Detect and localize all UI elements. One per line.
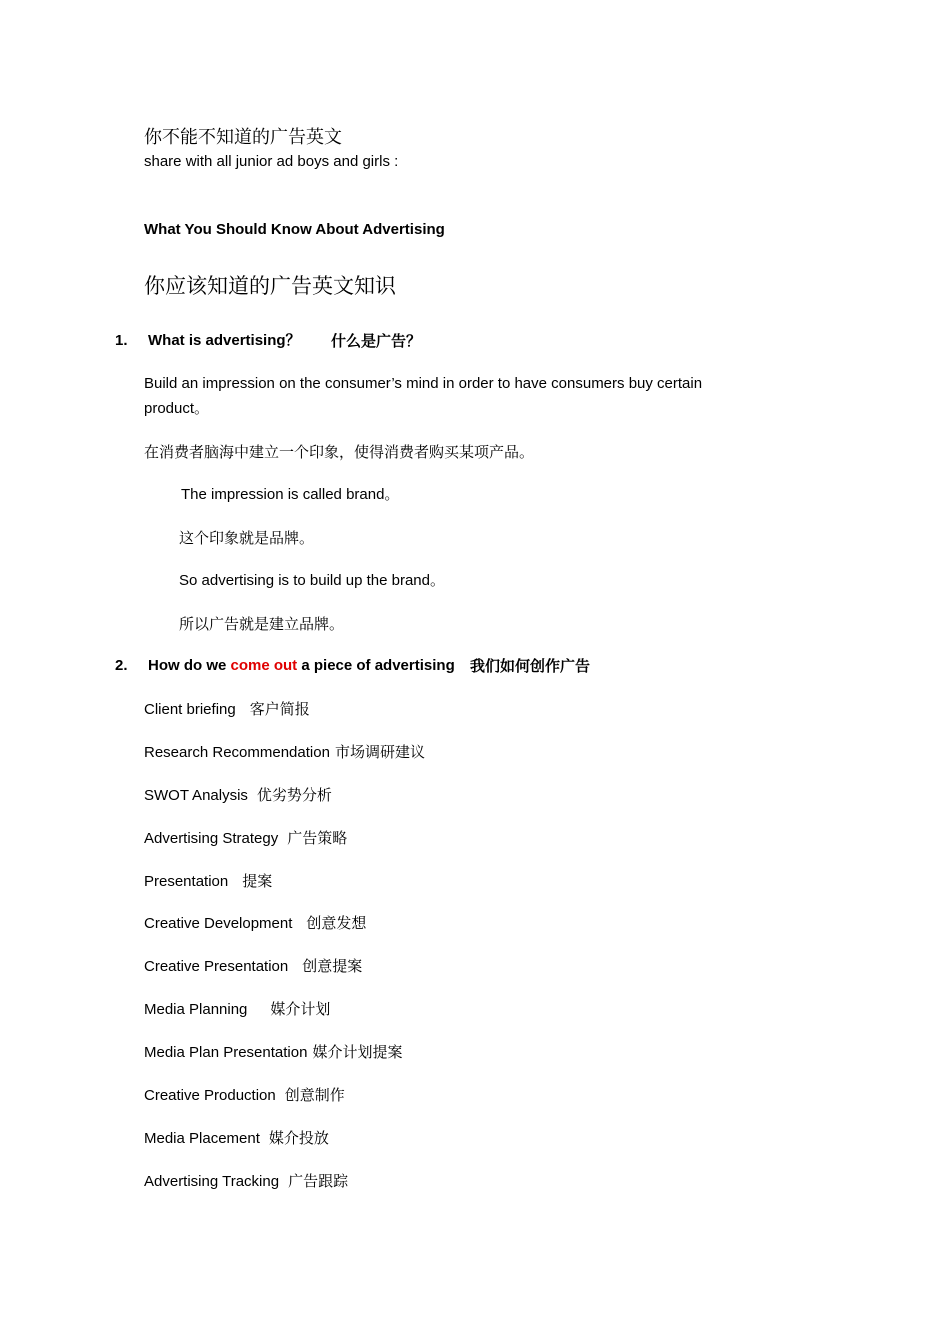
question-highlight: come out	[230, 657, 298, 674]
step-en: Media Placement	[144, 1130, 260, 1147]
step-cn: 媒介计划	[270, 1000, 331, 1018]
brand-sentence-en: The impression is called brand。	[181, 486, 400, 503]
section-1-question-en: What is advertising？	[148, 332, 301, 349]
step-item	[144, 999, 330, 1020]
step-en: Creative Production	[144, 1087, 276, 1104]
conclusion-sentence-cn: 所以广告就是建立品牌。	[179, 615, 345, 633]
step-item	[144, 871, 272, 892]
step-item	[144, 956, 362, 977]
step-item	[144, 1171, 348, 1192]
step-cn: 创意提案	[302, 957, 363, 975]
step-en: Creative Development	[144, 915, 293, 932]
heading-chinese: 你应该知道的广告英文知识	[144, 274, 396, 298]
step-cn: 媒介投放	[268, 1129, 329, 1147]
step-en: Media Planning	[144, 1001, 248, 1018]
step-en: Advertising Tracking	[144, 1173, 280, 1190]
step-cn: 媒介计划提案	[312, 1043, 403, 1061]
step-item	[144, 742, 425, 763]
step-en: Media Plan Presentation	[144, 1044, 308, 1061]
section-1-paragraph-cn: 在消费者脑海中建立一个印象，使得消费者购买某项产品。	[144, 443, 535, 461]
step-en: Client briefing	[144, 701, 236, 718]
step-cn: 广告策略	[287, 829, 348, 847]
step-item	[144, 913, 366, 934]
step-en: Research Recommendation	[144, 744, 330, 761]
step-cn: 提案	[242, 872, 273, 890]
step-cn: 优劣势分析	[256, 786, 332, 804]
step-item	[144, 785, 332, 806]
brand-sentence-cn: 这个印象就是品牌。	[179, 529, 315, 547]
section-1-paragraph-en-line1: Build an impression on the consumer’s mind in order to have consumers buy certain	[144, 375, 703, 392]
step-en: SWOT Analysis	[144, 787, 248, 804]
step-cn: 创意制作	[284, 1086, 345, 1104]
step-en: Advertising Strategy	[144, 830, 279, 847]
heading-english: What You Should Know About Advertising	[144, 221, 445, 238]
section-2-question-en	[148, 656, 455, 676]
section-1-question-cn: 什么是广告？	[331, 332, 422, 350]
step-en: Creative Presentation	[144, 958, 289, 975]
step-item	[144, 1042, 402, 1063]
document-subtitle: share with all junior ad boys and girls :	[144, 153, 399, 170]
question-text-part1: How do we	[148, 657, 231, 674]
step-item	[144, 1085, 345, 1106]
section-1-number: 1.	[115, 332, 128, 349]
section-2-number: 2.	[115, 657, 128, 674]
section-1-paragraph-en-line2: product。	[144, 400, 210, 417]
step-cn: 创意发想	[306, 914, 367, 932]
step-cn: 客户简报	[249, 700, 310, 718]
step-en: Presentation	[144, 873, 229, 890]
section-2-question-cn: 我们如何创作广告	[470, 657, 591, 675]
step-item	[144, 828, 347, 849]
document-title: 你不能不知道的广告英文	[144, 127, 342, 148]
step-cn: 市场调研建议	[334, 743, 425, 761]
step-cn: 广告跟踪	[288, 1172, 349, 1190]
step-item	[144, 1128, 329, 1149]
question-text-part2: a piece of advertising	[297, 657, 455, 674]
step-item	[144, 699, 310, 720]
conclusion-sentence-en: So advertising is to build up the brand。	[179, 572, 445, 589]
